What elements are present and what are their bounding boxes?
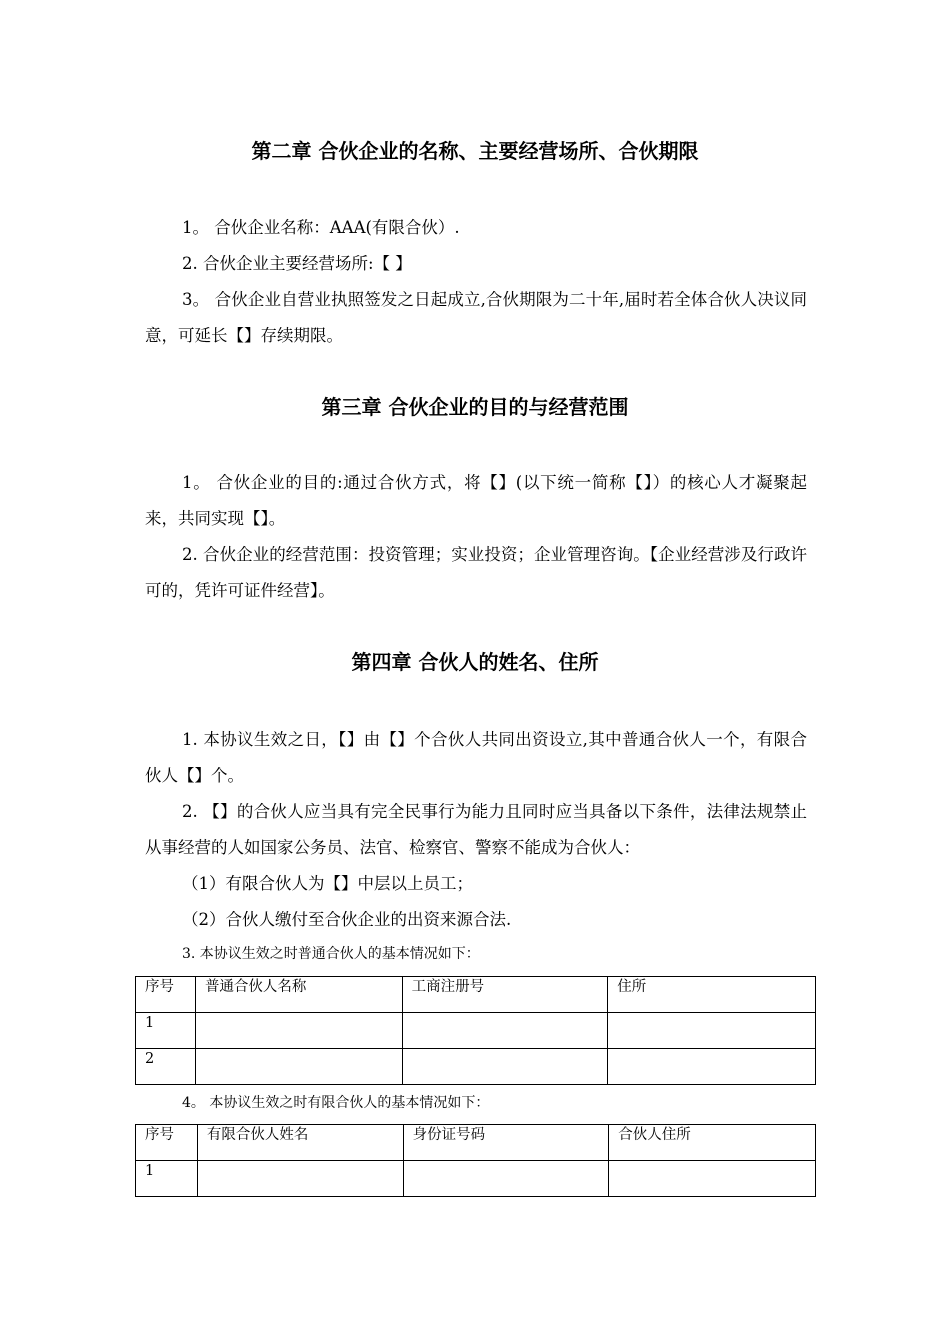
- table-cell: 1: [136, 1013, 196, 1049]
- table-cell: [608, 1049, 816, 1085]
- table-header-cell: 工商注册号: [402, 977, 608, 1013]
- chapter-4-item-3: 3. 本协议生效之时普通合伙人的基本情况如下：: [182, 946, 480, 962]
- table-cell: 1: [136, 1161, 198, 1197]
- table-header-row: [136, 977, 816, 1013]
- chapter-4-item-4: 4。 本协议生效之时有限合伙人的基本情况如下：: [182, 1095, 490, 1111]
- chapter-3-title: 第三章 合伙企业的目的与经营范围: [321, 395, 629, 419]
- table-header-cell: 住所: [608, 977, 816, 1013]
- table-cell: [197, 1161, 403, 1197]
- table-cell: 2: [136, 1049, 196, 1085]
- chapter-3-item-2: 2. 合伙企业的经营范围：投资管理；实业投资；企业管理咨询。【企业经营涉及行政许可的，凭许可证件经营】。: [145, 545, 807, 600]
- table-cell: [195, 1049, 402, 1085]
- table-row: [136, 1161, 816, 1197]
- chapter-2-item-1: 1。 合伙企业名称：AAA(有限合伙）.: [182, 218, 460, 237]
- chapter-2-item-3: 3。 合伙企业自营业执照签发之日起成立,合伙期限为二十年,届时若全体合伙人决议同意，可延长【】存续期限。: [145, 290, 807, 345]
- chapter-2-title: 第二章 合伙企业的名称、主要经营场所、合伙期限: [251, 139, 699, 163]
- table-cell: [402, 1013, 608, 1049]
- table-row: [136, 1013, 816, 1049]
- table-header-cell: 有限合伙人姓名: [197, 1125, 403, 1161]
- table-row: [136, 1049, 816, 1085]
- table-cell: [403, 1161, 609, 1197]
- general-partner-table: [135, 976, 816, 1085]
- table-header-cell: 序号: [136, 977, 196, 1013]
- chapter-4-subitem-1: （1）有限合伙人为【】中层以上员工；: [182, 874, 473, 893]
- table-header-cell: 身份证号码: [403, 1125, 609, 1161]
- chapter-4-item-2: 2. 【】的合伙人应当具有完全民事行为能力且同时应当具备以下条件，法律法规禁止从事经营的人如国家公务员、法官、检察官、警察不能成为合伙人：: [145, 802, 807, 857]
- table-cell: [608, 1013, 816, 1049]
- chapter-3-item-1: 1。 合伙企业的目的:通过合伙方式，将【】(以下统一简称【】）的核心人才凝聚起来，共同实现【】。: [145, 473, 807, 528]
- table-cell: [402, 1049, 608, 1085]
- table-header-cell: 合伙人住所: [609, 1125, 816, 1161]
- table-cell: [609, 1161, 816, 1197]
- table-header-cell: 普通合伙人名称: [195, 977, 402, 1013]
- chapter-4-item-1: 1. 本协议生效之日，【】由【】个合伙人共同出资设立,其中普通合伙人一个，有限合伙人【】个。: [145, 730, 807, 785]
- chapter-4-subitem-2: （2）合伙人缴付至合伙企业的出资来源合法.: [182, 910, 512, 929]
- table-header-cell: 序号: [136, 1125, 198, 1161]
- limited-partner-table: [135, 1124, 816, 1197]
- table-cell: [195, 1013, 402, 1049]
- chapter-2-item-2: 2. 合伙企业主要经营场所:【 】: [182, 254, 412, 273]
- table-header-row: [136, 1125, 816, 1161]
- chapter-4-title: 第四章 合伙人的姓名、住所: [351, 650, 599, 674]
